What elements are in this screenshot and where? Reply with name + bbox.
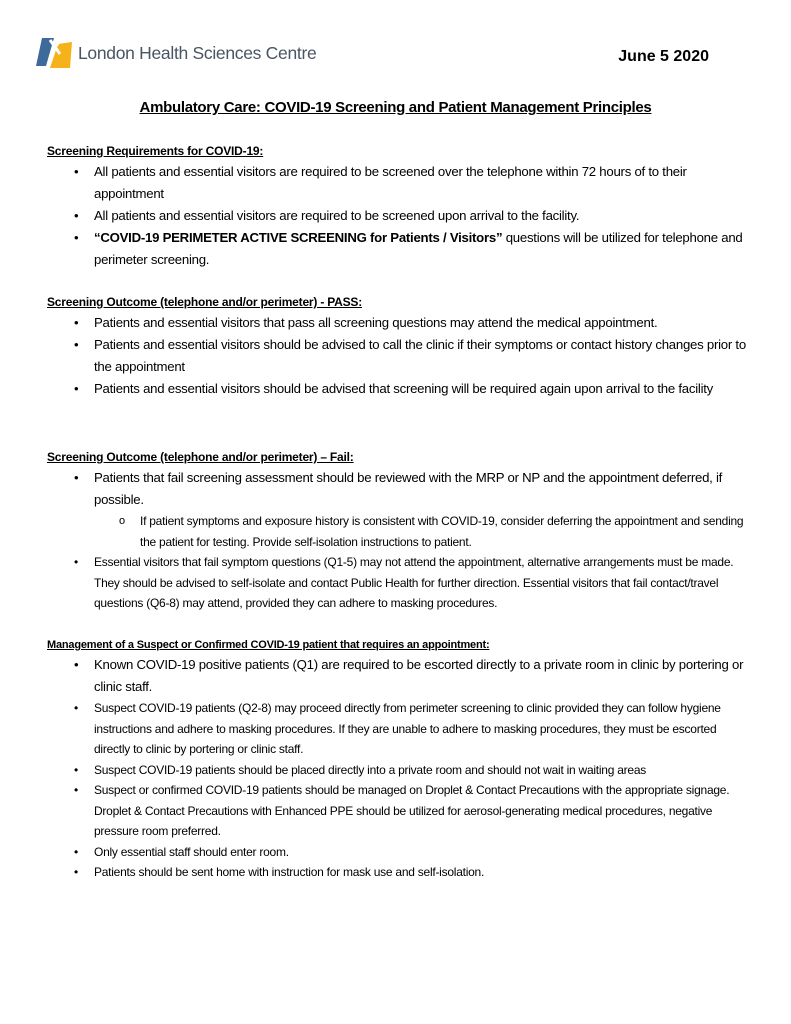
- list-item: • Known COVID-19 positive patients (Q1) are required to be escorted directly to a private room in clinic by portering or clinic staff.: [47, 654, 747, 698]
- lhsc-logo: [36, 36, 316, 70]
- list-item: • Suspect or confirmed COVID-19 patients should be managed on Droplet & Contact Precautions with the appropriate signage. Droplet & Contact Precautions with Enhanced PPE should be utilized for aerosol-generating medical procedures, negative pressure room preferred.: [47, 780, 747, 842]
- list-item: • Patients and essential visitors should be advised to call the clinic if their symptoms or contact history changes prior to the appointment: [47, 334, 747, 378]
- list-item: • Only essential staff should enter room.: [47, 842, 747, 863]
- list-item: • Suspect COVID-19 patients (Q2-8) may proceed directly from perimeter screening to clinic provided they can follow hygiene instructions and adhere to masking procedures. If they are unable to adhere to masking procedures, they must be escorted directly to clinic by portering or clinic staff.: [47, 698, 747, 760]
- sub-list-item: o If patient symptoms and exposure history is consistent with COVID-19, consider deferring the appointment and sending the patient for testing. Provide self-isolation instructions to patient.: [47, 511, 747, 552]
- screening-form-name: “COVID-19 PERIMETER ACTIVE SCREENING for Patients / Visitors”: [94, 230, 503, 245]
- list-item: • All patients and essential visitors are required to be screened over the telephone within 72 hours of to their appointment: [47, 161, 747, 205]
- section-heading: Management of a Suspect or Confirmed COVID-19 patient that requires an appointment:: [47, 639, 490, 651]
- document-title: Ambulatory Care: COVID-19 Screening and Patient Management Principles: [139, 99, 652, 116]
- list-item: • Patients that fail screening assessment should be reviewed with the MRP or NP and the appointment deferred, if possible.: [47, 467, 747, 511]
- section-heading: Screening Outcome (telephone and/or perimeter) - PASS:: [47, 295, 363, 309]
- section-outcome-pass: [47, 295, 747, 400]
- list-item: • All patients and essential visitors are required to be screened upon arrival to the facility.: [47, 205, 747, 227]
- document-date: June 5 2020: [618, 48, 709, 65]
- list-item: [47, 227, 747, 271]
- lhsc-logo-mark-icon: [36, 36, 72, 70]
- list-item: • Patients should be sent home with instruction for mask use and self-isolation.: [47, 862, 747, 883]
- section-outcome-fail: [47, 450, 747, 614]
- list-item: • Patients and essential visitors that pass all screening questions may attend the medical appointment.: [47, 312, 747, 334]
- section-management: [47, 639, 747, 883]
- section-screening-requirements: [47, 144, 747, 271]
- list-item: • Patients and essential visitors should be advised that screening will be required again upon arrival to the facility: [47, 378, 747, 400]
- logo-text: London Health Sciences Centre: [78, 42, 317, 63]
- list-item-text: questions will be utilized for telephone and perimeter screening.: [94, 230, 743, 267]
- list-item: • Suspect COVID-19 patients should be placed directly into a private room and should not wait in waiting areas: [47, 760, 747, 781]
- list-item: • Essential visitors that fail symptom questions (Q1-5) may not attend the appointment, alternative arrangements must be made. They should be advised to self-isolate and contact Public Health for further direction. Essential visitors that fail contact/travel questions (Q6-8) may attend, provided they can adhere to masking procedures.: [47, 552, 747, 614]
- section-heading: Screening Requirements for COVID-19:: [47, 144, 264, 158]
- section-heading: Screening Outcome (telephone and/or perimeter) – Fail:: [47, 450, 354, 464]
